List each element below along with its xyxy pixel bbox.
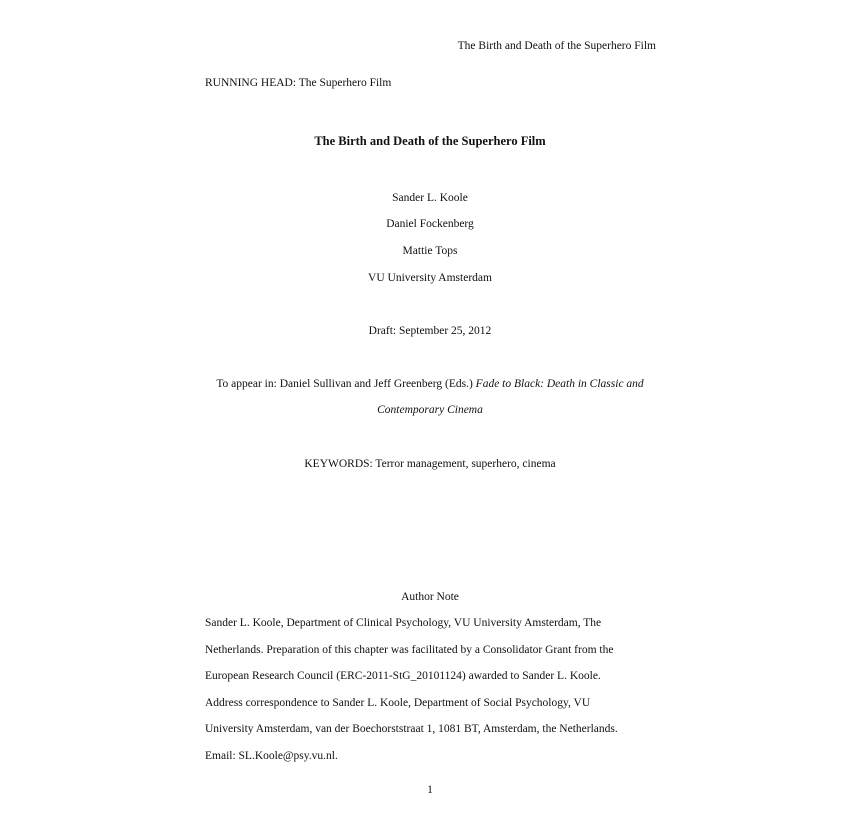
running-title-header: The Birth and Death of the Superhero Film bbox=[457, 40, 656, 52]
book-title-part-1: Fade to Black: Death in Classic and bbox=[475, 378, 644, 390]
book-title-line-2 bbox=[0, 403, 860, 417]
author-2: Daniel Fockenberg bbox=[386, 218, 474, 230]
affiliation: VU University Amsterdam bbox=[368, 272, 492, 284]
paper-title: The Birth and Death of the Superhero Film bbox=[314, 134, 546, 148]
book-title-part-2: Contemporary Cinema bbox=[377, 404, 483, 416]
author-note-line: Sander L. Koole, Department of Clinical Psychology, VU University Amsterdam, The bbox=[205, 617, 602, 629]
author-note-line: Address correspondence to Sander L. Koole, Department of Social Psychology, VU bbox=[205, 697, 591, 709]
author-3: Mattie Tops bbox=[402, 245, 458, 257]
author-1: Sander L. Koole bbox=[392, 192, 468, 204]
author-note-line: University Amsterdam, van der Boechorststraat 1, 1081 BT, Amsterdam, the Netherlands. bbox=[205, 723, 618, 735]
page-number: 1 bbox=[427, 784, 433, 796]
author-note-line: European Research Council (ERC-2011-StG_20101124) awarded to Sander L. Koole. bbox=[205, 670, 601, 682]
author-note-heading: Author Note bbox=[401, 591, 459, 603]
appear-in-prefix: To appear in: Daniel Sullivan and Jeff Greenberg (Eds.) bbox=[216, 378, 476, 390]
keywords: KEYWORDS: Terror management, superhero, cinema bbox=[304, 458, 556, 470]
running-head: RUNNING HEAD: The Superhero Film bbox=[205, 77, 392, 89]
author-email: Email: SL.Koole@psy.vu.nl. bbox=[205, 750, 338, 762]
appear-in-line bbox=[0, 377, 860, 391]
author-note-line: Netherlands. Preparation of this chapter was facilitated by a Consolidator Grant from the bbox=[205, 644, 614, 656]
draft-date: Draft: September 25, 2012 bbox=[368, 325, 492, 337]
